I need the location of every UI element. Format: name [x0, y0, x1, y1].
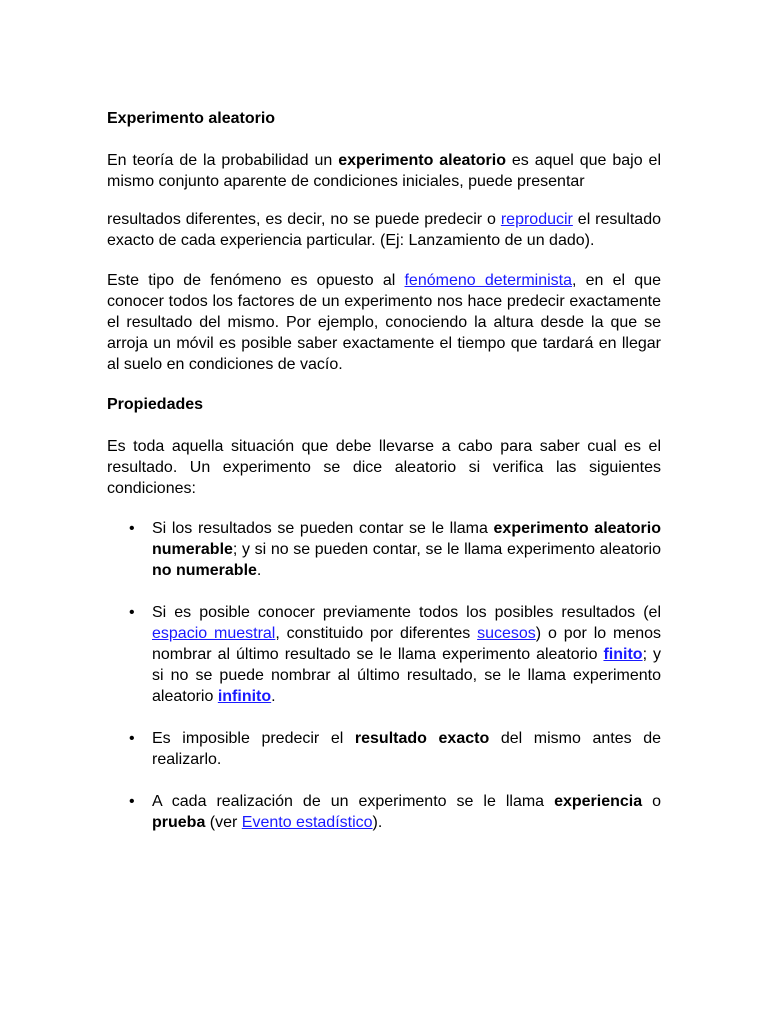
list-item [107, 518, 661, 581]
section-heading-propiedades: Propiedades [107, 396, 204, 413]
determinism-text-a: Este tipo de fenómeno es opuesto al [107, 272, 405, 289]
list-item-text: Es imposible predecir el [152, 730, 355, 747]
finito-link[interactable]: finito [603, 646, 643, 663]
list-item-text: del mismo antes de realizarlo. [152, 730, 662, 768]
bullet-icon: • [129, 604, 135, 621]
page-title: Experimento aleatorio [107, 110, 276, 127]
list-item [107, 728, 661, 770]
intro-text-a: En teoría de la probabilidad un [107, 152, 339, 169]
list-item-text: ) o por lo menos nombrar al último resultado se le llama experimento aleatorio [152, 625, 662, 663]
list-item-bold-term: no numerable [152, 562, 257, 579]
properties-list [107, 518, 661, 833]
list-item-text: . [271, 688, 276, 705]
list-item-text: o [642, 793, 662, 810]
list-item-text: ). [372, 814, 383, 831]
intro-text-c: es aquel que bajo el mismo conjunto aparente de condiciones iniciales, puede presentar [107, 152, 661, 190]
infinito-link[interactable]: infinito [217, 688, 272, 705]
list-item-text: ; y si no se puede nombrar al último resultado, se le llama experimento aleatorio [152, 646, 661, 705]
results-paragraph [107, 209, 661, 251]
results-text-a: resultados diferentes, es decir, no se puede predecir o [107, 211, 501, 228]
bullet-icon: • [129, 793, 135, 810]
list-item-text: A cada realización de un experimento se le llama [152, 793, 555, 810]
bullet-icon: • [129, 730, 135, 747]
list-item-text: ; y si no se pueden contar, se le llama experimento aleatorio [232, 541, 661, 558]
reproducir-link[interactable]: reproducir [500, 211, 573, 228]
determinism-paragraph [107, 270, 661, 375]
intro-term-bold: experimento aleatorio [338, 152, 506, 169]
list-item-text: (ver [205, 814, 242, 831]
list-item [107, 791, 661, 833]
document-page [107, 108, 661, 854]
list-item-bold-term: resultado exacto [354, 730, 490, 747]
list-item-bold-term: prueba [152, 814, 206, 831]
list-item [107, 602, 661, 707]
list-item-text: Si es posible conocer previamente todos los posibles resultados (el [152, 604, 661, 621]
bullet-icon: • [129, 520, 135, 537]
list-item-text: , constituido por diferentes [275, 625, 478, 642]
properties-intro-paragraph: Es toda aquella situación que debe llevarse a cabo para saber cual es el resultado. Un experimento se dice aleatorio si verifica las siguientes condiciones: [107, 438, 661, 497]
results-text-b: el resultado exacto de cada experiencia particular. (Ej: Lanzamiento de un dado). [107, 211, 661, 249]
intro-paragraph [107, 150, 661, 192]
determinism-text-b: , en el que conocer todos los factores de un experimento nos hace predecir exactamente el resultado del mismo. Por ejemplo, conociendo la altura desde la que se arroja un móvil es posible saber exactamente el tiempo que tardará en llegar al suelo en condiciones de vacío. [107, 272, 661, 373]
list-item-bold-term: experiencia [554, 793, 643, 810]
list-item-text: . [256, 562, 262, 579]
espacio-muestral-link[interactable]: espacio muestral [152, 625, 276, 642]
sucesos-link[interactable]: sucesos [477, 625, 536, 642]
evento-estadistico-link[interactable]: Evento estadístico [241, 814, 373, 831]
list-item-bold-term: experimento aleatorio numerable [152, 520, 661, 558]
fenomeno-determinista-link[interactable]: fenómeno determinista [404, 272, 572, 289]
list-item-text: Si los resultados se pueden contar se le llama [152, 520, 494, 537]
